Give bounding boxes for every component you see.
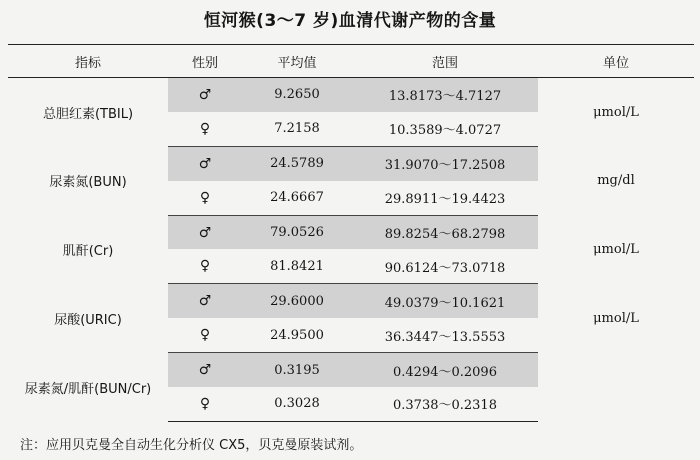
male-symbol: ♂ (168, 353, 242, 387)
table-title: 恒河猴(3～7 岁)血清代谢产物的含量 (203, 11, 497, 31)
mean-value: 0.3195 (242, 353, 352, 387)
male-symbol: ♂ (168, 215, 242, 249)
table-row (8, 284, 694, 318)
range-value: 0.4294～0.2096 (352, 353, 538, 387)
indicator-tbil: 总胆红素(TBIL) (42, 106, 134, 122)
range-value: 0.3738～0.2318 (352, 387, 538, 421)
header-unit: 单位 (538, 45, 694, 78)
indicator-cr: 肌酐(Cr) (62, 243, 114, 259)
female-symbol: ♀ (168, 318, 242, 352)
mean-value: 81.8421 (242, 249, 352, 283)
male-symbol: ♂ (168, 78, 242, 112)
table-row (8, 353, 694, 387)
range-value: 90.6124～73.0718 (352, 249, 538, 283)
table-footnote: 注：应用贝克曼全自动生化分析仪 CX5，贝克曼原装试剂。 (20, 438, 363, 453)
mean-value: 0.3028 (242, 387, 352, 421)
unit-value: μmol/L (593, 104, 639, 120)
unit-value: mg/dl (597, 173, 635, 189)
indicator-bun-cr: 尿素氮/肌酐(BUN/Cr) (24, 381, 152, 397)
metabolite-table (8, 44, 694, 422)
header-mean: 平均值 (242, 45, 352, 78)
range-value: 10.3589～4.0727 (352, 112, 538, 146)
range-value: 29.8911～19.4423 (352, 181, 538, 215)
mean-value: 7.2158 (242, 112, 352, 146)
female-symbol: ♀ (168, 387, 242, 421)
indicator-uric: 尿酸(URIC) (54, 312, 122, 328)
female-symbol: ♀ (168, 112, 242, 146)
range-value: 89.8254～68.2798 (352, 215, 538, 249)
mean-value: 24.9500 (242, 318, 352, 352)
mean-value: 79.0526 (242, 215, 352, 249)
mean-value: 29.6000 (242, 284, 352, 318)
male-symbol: ♂ (168, 284, 242, 318)
male-symbol: ♂ (168, 146, 242, 180)
unit-value (538, 353, 694, 422)
header-range: 范围 (352, 45, 538, 78)
unit-value: μmol/L (593, 241, 639, 257)
mean-value: 24.6667 (242, 181, 352, 215)
table-row (8, 146, 694, 180)
header-row (8, 45, 694, 78)
table-row (8, 215, 694, 249)
range-value: 13.8173～4.7127 (352, 78, 538, 112)
range-value: 31.9070～17.2508 (352, 146, 538, 180)
indicator-bun: 尿素氮(BUN) (49, 175, 127, 191)
range-value: 49.0379～10.1621 (352, 284, 538, 318)
mean-value: 24.5789 (242, 146, 352, 180)
unit-value: μmol/L (593, 310, 639, 326)
header-sex: 性别 (168, 45, 242, 78)
female-symbol: ♀ (168, 181, 242, 215)
header-indicator: 指标 (8, 45, 168, 78)
female-symbol: ♀ (168, 249, 242, 283)
range-value: 36.3447～13.5553 (352, 318, 538, 352)
table-row (8, 78, 694, 112)
mean-value: 9.2650 (242, 78, 352, 112)
